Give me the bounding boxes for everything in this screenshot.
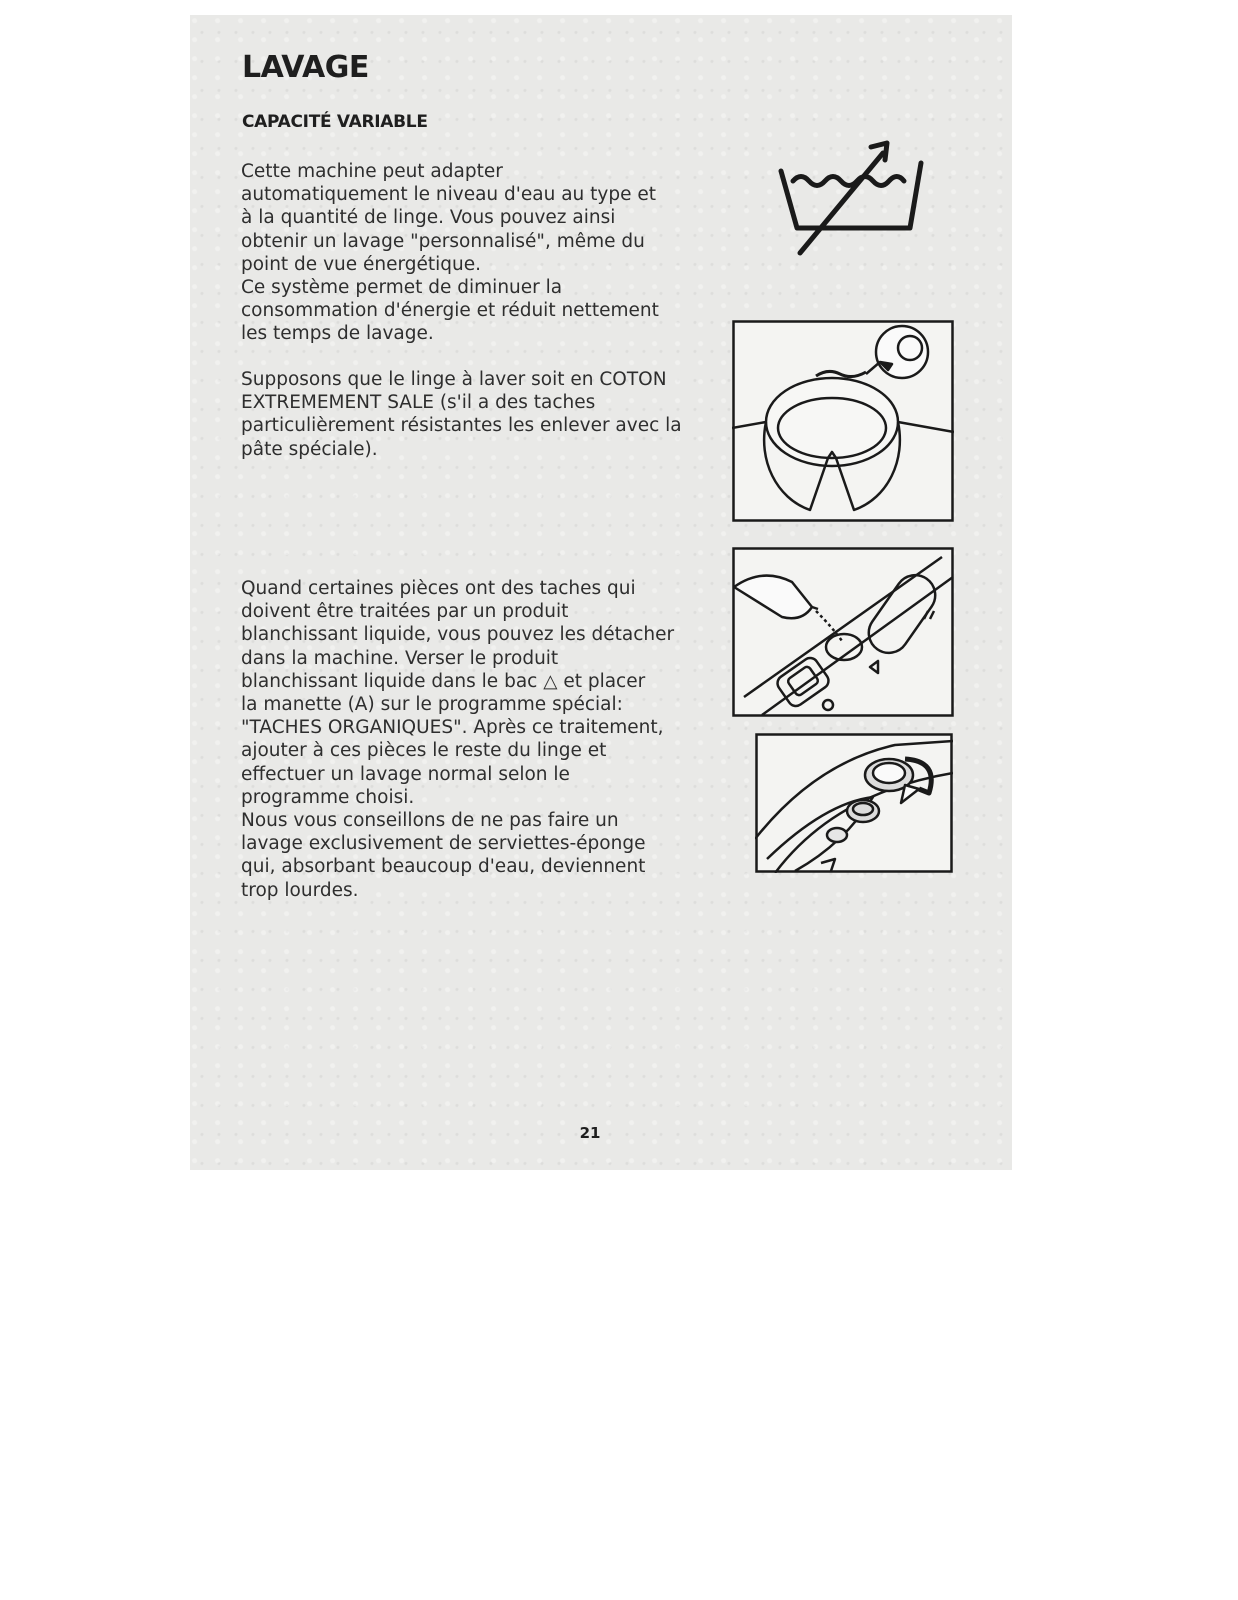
page-number: 21 — [579, 1124, 601, 1142]
paragraph-variable-capacity: Cette machine peut adapter automatiquement le niveau d'eau au type et à la quantité de linge. Vous pouvez ainsi obtenir un lavage "personnalisé", même du point de vue énergétique. Ce système permet de diminuer la consommation d'énergie et réduit nettement les temps de lavage. — [241, 161, 659, 345]
paragraph-very-dirty-cotton: Supposons que le linge à laver soit en COTON EXTREMEMENT SALE (s'il a des taches particulièrement résistantes les enlever avec la pâte spéciale). — [241, 369, 682, 460]
section-title: CAPACITÉ VARIABLE — [242, 112, 428, 132]
washing-tub-variable-icon — [775, 133, 925, 258]
bleach-dispenser-icon — [732, 547, 954, 717]
paragraph-organic-stains: Quand certaines pièces ont des taches qui doivent être traitées par un produit blanchissant liquide, vous pouvez les détacher dans la machine. Verser le produit blanchissant liquide dans le bac △ et placer la manette (A) sur le programme spécial: "TACHES ORGANIQUES". Après ce traitement, ajouter à ces pièces le reste du linge et effectuer un lavage normal selon le programme choisi. Nous vous conseillons de ne pas faire un lavage exclusivement de serviettes-éponge qui, absorbant beaucoup d'eau, deviennent trop lourdes. — [241, 578, 675, 901]
collar-stain-paste-icon — [732, 320, 954, 522]
page-title: LAVAGE — [242, 50, 369, 85]
program-knob-icon — [755, 733, 953, 873]
